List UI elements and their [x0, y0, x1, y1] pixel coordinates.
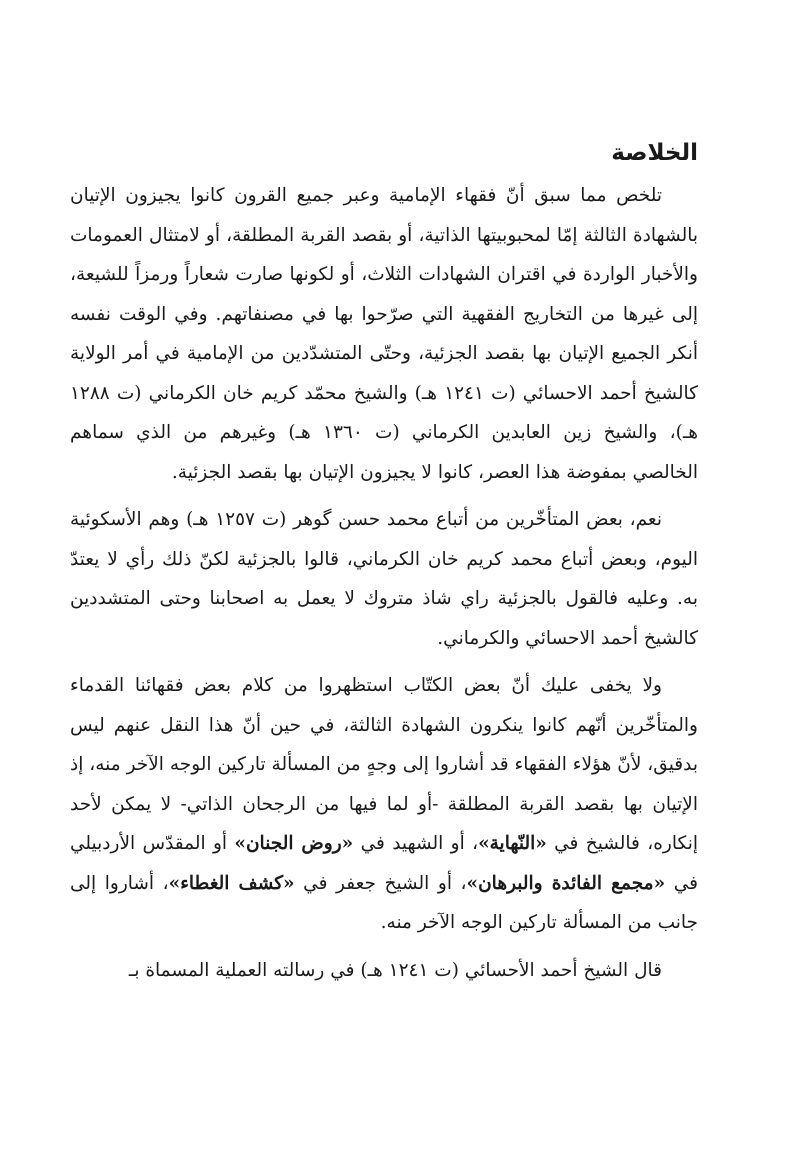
book-title-rawd-aljinan: «روض الجنان»: [234, 833, 354, 854]
paragraph-writers-claim: [70, 666, 698, 943]
paragraph-text: ، أو الشهيد في: [353, 833, 479, 854]
paragraph-ahsai-quote: قال الشيخ أحمد الأحسائي (ت ١٢٤١ هـ) في رسالته العملية المسماة بـ: [128, 959, 662, 981]
book-title-kashf-alghita: «كشف الغطاء»: [168, 872, 295, 894]
book-title-nihaya: «النّهاية»: [478, 833, 547, 854]
paragraph-text: ، أشاروا إلى جانب من المسألة تاركين الوجه الآخر منه.: [70, 872, 698, 933]
paragraph-later-scholars: نعم، بعض المتأخّرين من أتباع محمد حسن گوهر (ت ١٢٥٧ هـ) وهم الأسكوئية اليوم، وبعض أتباع محمد كريم خان الكرماني، قالوا بالجزئية لكنّ ذلك رأي لا يعتدّ به. وعليه فالقول بالجزئية راي شاذ متروك لا يعمل به اصحابنا وحتى المتشددين كالشيخ أحمد الاحسائي والكرماني.: [70, 509, 698, 649]
section-heading: الخلاصة: [611, 140, 698, 166]
paragraph-summary: تلخص مما سبق أنّ فقهاء الإمامية وعبر جميع القرون كانوا يجيزون الإتيان بالشهادة الثالثة إمّا لمحبوبيتها الذاتية، أو بقصد القربة المطلقة، أو لامتثال العمومات والأخبار الواردة في اقتران الشهادات الثلاث، أو لكونها صارت شعاراً ورمزاً للشيعة، إلى غيرها من التخاريج الفقهية التي صرّحوا بها في مصنفاتهم. وفي الوقت نفسه أنكر الجميع الإتيان بها بقصد الجزئية، وحتّى المتشدّدين من الإمامية في أمر الولاية كالشيخ أحمد الاحسائي (ت ١٢٤١ هـ) والشيخ محمّد كريم خان الكرماني (ت ١٢٨٨ هـ)، والشيخ زين العابدين الكرماني (ت ١٣٦٠ هـ) وغيرهم من الذي سماهم الخالصي بمفوضة هذا العصر، كانوا لا يجيزون الإتيان بها بقصد الجزئية.: [70, 185, 698, 483]
paragraph-text: أو المقدّس الأردبيلي في: [70, 833, 698, 894]
document-page: [70, 130, 698, 998]
book-title-majma-alfaida: «مجمع الفائدة والبرهان»: [466, 872, 666, 894]
paragraph-text: ، أو الشيخ جعفر في: [294, 872, 467, 894]
paragraph-text: ولا يخفى عليك أنّ بعض الكتّاب استظهروا من كلام بعض فقهائنا القدماء والمتأخّرين أنّهم كانوا ينكرون الشهادة الثالثة، في حين أنّ هذا النقل عنهم ليس بدقيق، لأنّ هؤلاء الفقهاء قد أشاروا إلى وجهٍ من المسألة تاركين الوجه الآخر منه، إذ الإتيان بها بقصد القربة المطلقة -أو لما فيها من الرجحان الذاتي- لا يمكن لأحد إنكاره، فالشيخ في: [70, 675, 698, 854]
